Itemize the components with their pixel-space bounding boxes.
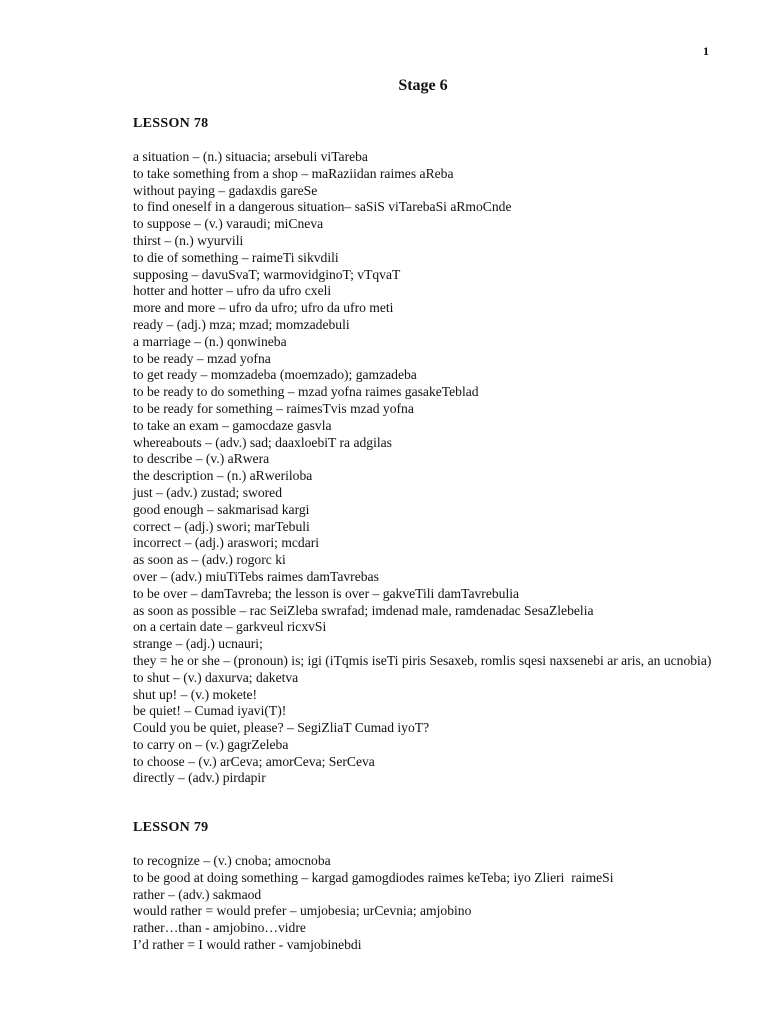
lesson-78-section bbox=[133, 115, 733, 787]
vocabulary-entry: correct – (adj.) swori; marTebuli bbox=[133, 518, 310, 534]
vocabulary-entry: be quiet! – Cumad iyavi(T)! bbox=[133, 703, 287, 719]
vocabulary-entry: the description – (n.) aRweriloba bbox=[133, 468, 313, 484]
vocabulary-entry: to choose – (v.) arCeva; amorCeva; SerCeva bbox=[133, 753, 375, 769]
vocabulary-list bbox=[133, 149, 733, 787]
vocabulary-entry: good enough – sakmarisad kargi bbox=[133, 501, 310, 517]
vocabulary-entry: more and more – ufro da ufro; ufro da ufro meti bbox=[133, 300, 394, 316]
vocabulary-entry: to die of something – raimeTi sikvdili bbox=[133, 249, 339, 265]
page-number: 1 bbox=[703, 44, 709, 58]
vocabulary-entry: as soon as possible – rac SeiZleba swrafad; imdenad male, ramdenadac SesaZlebelia bbox=[133, 602, 594, 618]
vocabulary-entry: I’d rather = I would rather - vamjobinebdi bbox=[133, 936, 362, 952]
vocabulary-entry: just – (adv.) zustad; swored bbox=[133, 484, 282, 500]
vocabulary-entry: to be over – damTavreba; the lesson is over – gakveTili damTavrebulia bbox=[133, 585, 520, 601]
lesson-79-section bbox=[133, 819, 733, 954]
vocabulary-entry: to carry on – (v.) gagrZeleba bbox=[133, 736, 289, 752]
vocabulary-entry: shut up! – (v.) mokete! bbox=[133, 686, 258, 702]
vocabulary-entry: to shut – (v.) daxurva; daketva bbox=[133, 669, 299, 685]
vocabulary-list bbox=[133, 853, 733, 954]
vocabulary-entry: without paying – gadaxdis gareSe bbox=[133, 182, 318, 198]
vocabulary-entry: rather – (adv.) sakmaod bbox=[133, 886, 262, 902]
vocabulary-entry: a marriage – (n.) qonwineba bbox=[133, 333, 287, 349]
vocabulary-entry: a situation – (n.) situacia; arsebuli viTareba bbox=[133, 149, 368, 164]
vocabulary-entry: over – (adv.) miuTiTebs raimes damTavrebas bbox=[133, 568, 379, 584]
lesson-heading: LESSON 79 bbox=[133, 820, 209, 835]
vocabulary-entry: incorrect – (adj.) araswori; mcdari bbox=[133, 535, 320, 551]
vocabulary-entry: rather…than - amjobino…vidre bbox=[133, 920, 306, 936]
vocabulary-entry: Could you be quiet, please? – SegiZliaT Cumad iyoT? bbox=[133, 720, 430, 736]
vocabulary-entry: to describe – (v.) aRwera bbox=[133, 451, 270, 467]
vocabulary-entry: hotter and hotter – ufro da ufro cxeli bbox=[133, 283, 332, 299]
stage-title: Stage 6 bbox=[398, 77, 448, 94]
vocabulary-entry: to take an exam – gamocdaze gasvla bbox=[133, 417, 332, 433]
vocabulary-entry: to be ready – mzad yofna bbox=[133, 350, 271, 366]
vocabulary-entry: strange – (adj.) ucnauri; bbox=[133, 636, 263, 652]
vocabulary-entry: to be ready to do something – mzad yofna raimes gasakeTeblad bbox=[133, 384, 479, 400]
vocabulary-entry: to suppose – (v.) varaudi; miCneva bbox=[133, 216, 324, 232]
lesson-heading: LESSON 78 bbox=[133, 116, 209, 131]
vocabulary-entry: on a certain date – garkveul ricxvSi bbox=[133, 619, 327, 635]
vocabulary-entry: would rather = would prefer – umjobesia; urCevnia; amjobino bbox=[133, 903, 472, 919]
vocabulary-entry: as soon as – (adv.) rogorc ki bbox=[133, 552, 286, 568]
vocabulary-entry: to find oneself in a dangerous situation– saSiS viTarebaSi aRmoCnde bbox=[133, 199, 512, 215]
vocabulary-entry: thirst – (n.) wyurvili bbox=[133, 232, 244, 248]
vocabulary-entry: to get ready – momzadeba (moemzado); gamzadeba bbox=[133, 367, 417, 383]
vocabulary-entry: to be ready for something – raimesTvis mzad yofna bbox=[133, 400, 414, 416]
vocabulary-entry: to be good at doing something – kargad gamogdiodes raimes keTeba; iyo Zlieri raimeSi bbox=[133, 869, 614, 885]
vocabulary-entry: they = he or she – (pronoun) is; igi (iTqmis iseTi piris Sesaxeb, romlis sqesi naxsenebi ar aris, an ucnobia) bbox=[133, 652, 712, 668]
vocabulary-entry: ready – (adj.) mza; mzad; momzadebuli bbox=[133, 316, 350, 332]
vocabulary-entry: supposing – davuSvaT; warmovidginoT; vTqvaT bbox=[133, 266, 401, 282]
vocabulary-entry: to take something from a shop – maRaziidan raimes aReba bbox=[133, 165, 454, 181]
vocabulary-entry: directly – (adv.) pirdapir bbox=[133, 770, 266, 786]
vocabulary-entry: to recognize – (v.) cnoba; amocnoba bbox=[133, 853, 331, 868]
vocabulary-entry: whereabouts – (adv.) sad; daaxloebiT ra adgilas bbox=[133, 434, 392, 450]
